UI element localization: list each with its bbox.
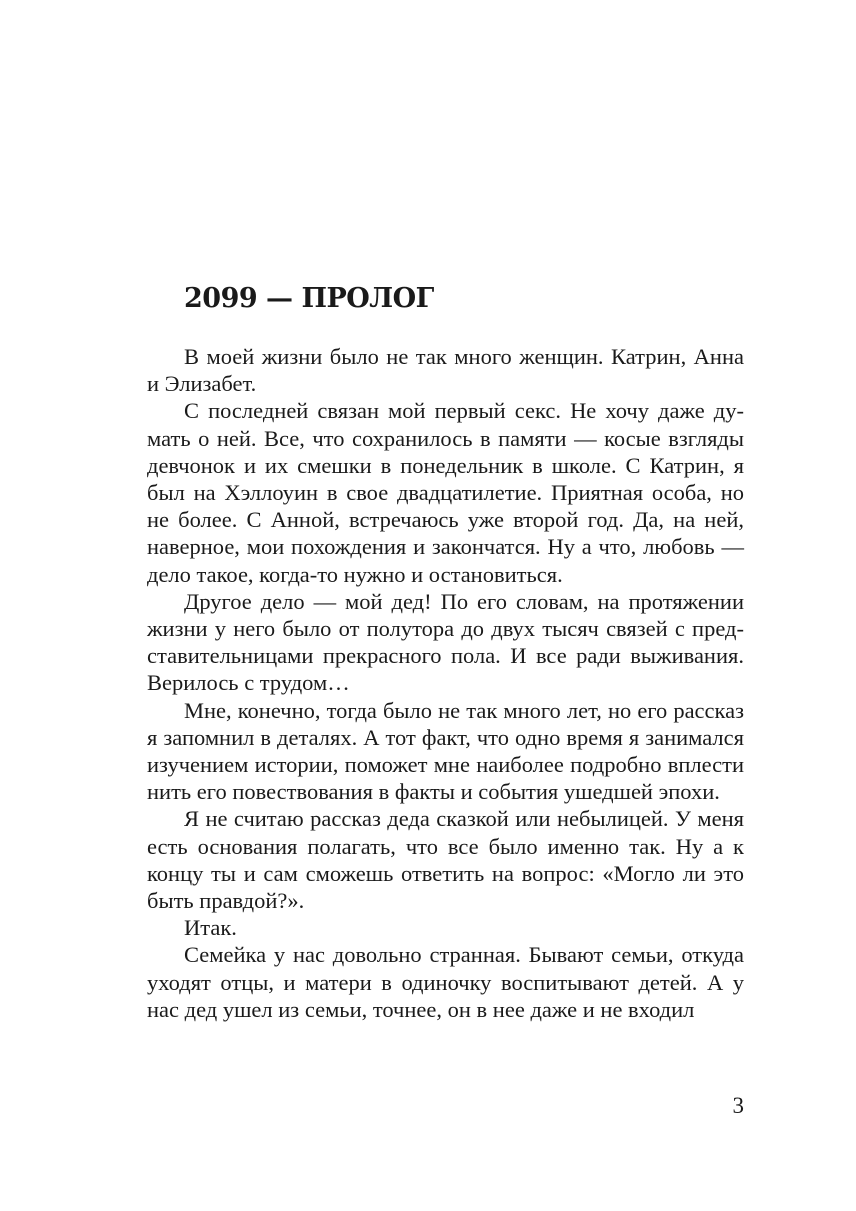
chapter-title: 2099 — ПРОЛОГ: [184, 283, 434, 314]
paragraph: Итак.: [184, 915, 237, 941]
paragraph: Я не считаю рассказ деда сказкой или небылицей. У меня есть основания полагать, что все было именно так. Ну а к концу ты и сам сможешь ответить на вопрос: «Могло ли это быть правдой?».: [147, 806, 744, 914]
paragraph: С последней связан мой первый секс. Не хочу даже думать о ней. Все, что сохранилось в памяти — косые взгляды девчонок и их смешки в понедельник в школе. С Катрин, я был на Хэллоуин в свое двадцатилетие. Приятная особа, но не более. С Анной, встречаюсь уже второй год. Да, на ней, наверное, мои похождения и закончатся. Ну а что, любовь — дело такое, когда-то нужно и остановиться.: [147, 398, 744, 587]
page-number: 3: [732, 1093, 744, 1118]
paragraph: Семейка у нас довольно странная. Бывают семьи, откуда уходят отцы, и матери в одиночку воспитывают детей. А у нас дед ушел из семьи, точнее, он в нее даже и не входил: [147, 942, 744, 1022]
paragraph: Другое дело — мой дед! По его словам, на протяжении жизни у него было от полутора до двух тысяч связей с представительницами прекрасного пола. И все ради выживания. Верилось с трудом…: [147, 588, 744, 696]
paragraph: В моей жизни было не так много женщин. Катрин, Анна и Элизабет.: [147, 344, 744, 397]
chapter-body: [147, 343, 744, 1023]
paragraph: Мне, конечно, тогда было не так много лет, но его рассказ я запомнил в деталях. А тот факт, что одно время я занимался изучением истории, поможет мне наиболее подробно вплести нить его повествования в факты и события ушедшей эпохи.: [147, 697, 744, 805]
